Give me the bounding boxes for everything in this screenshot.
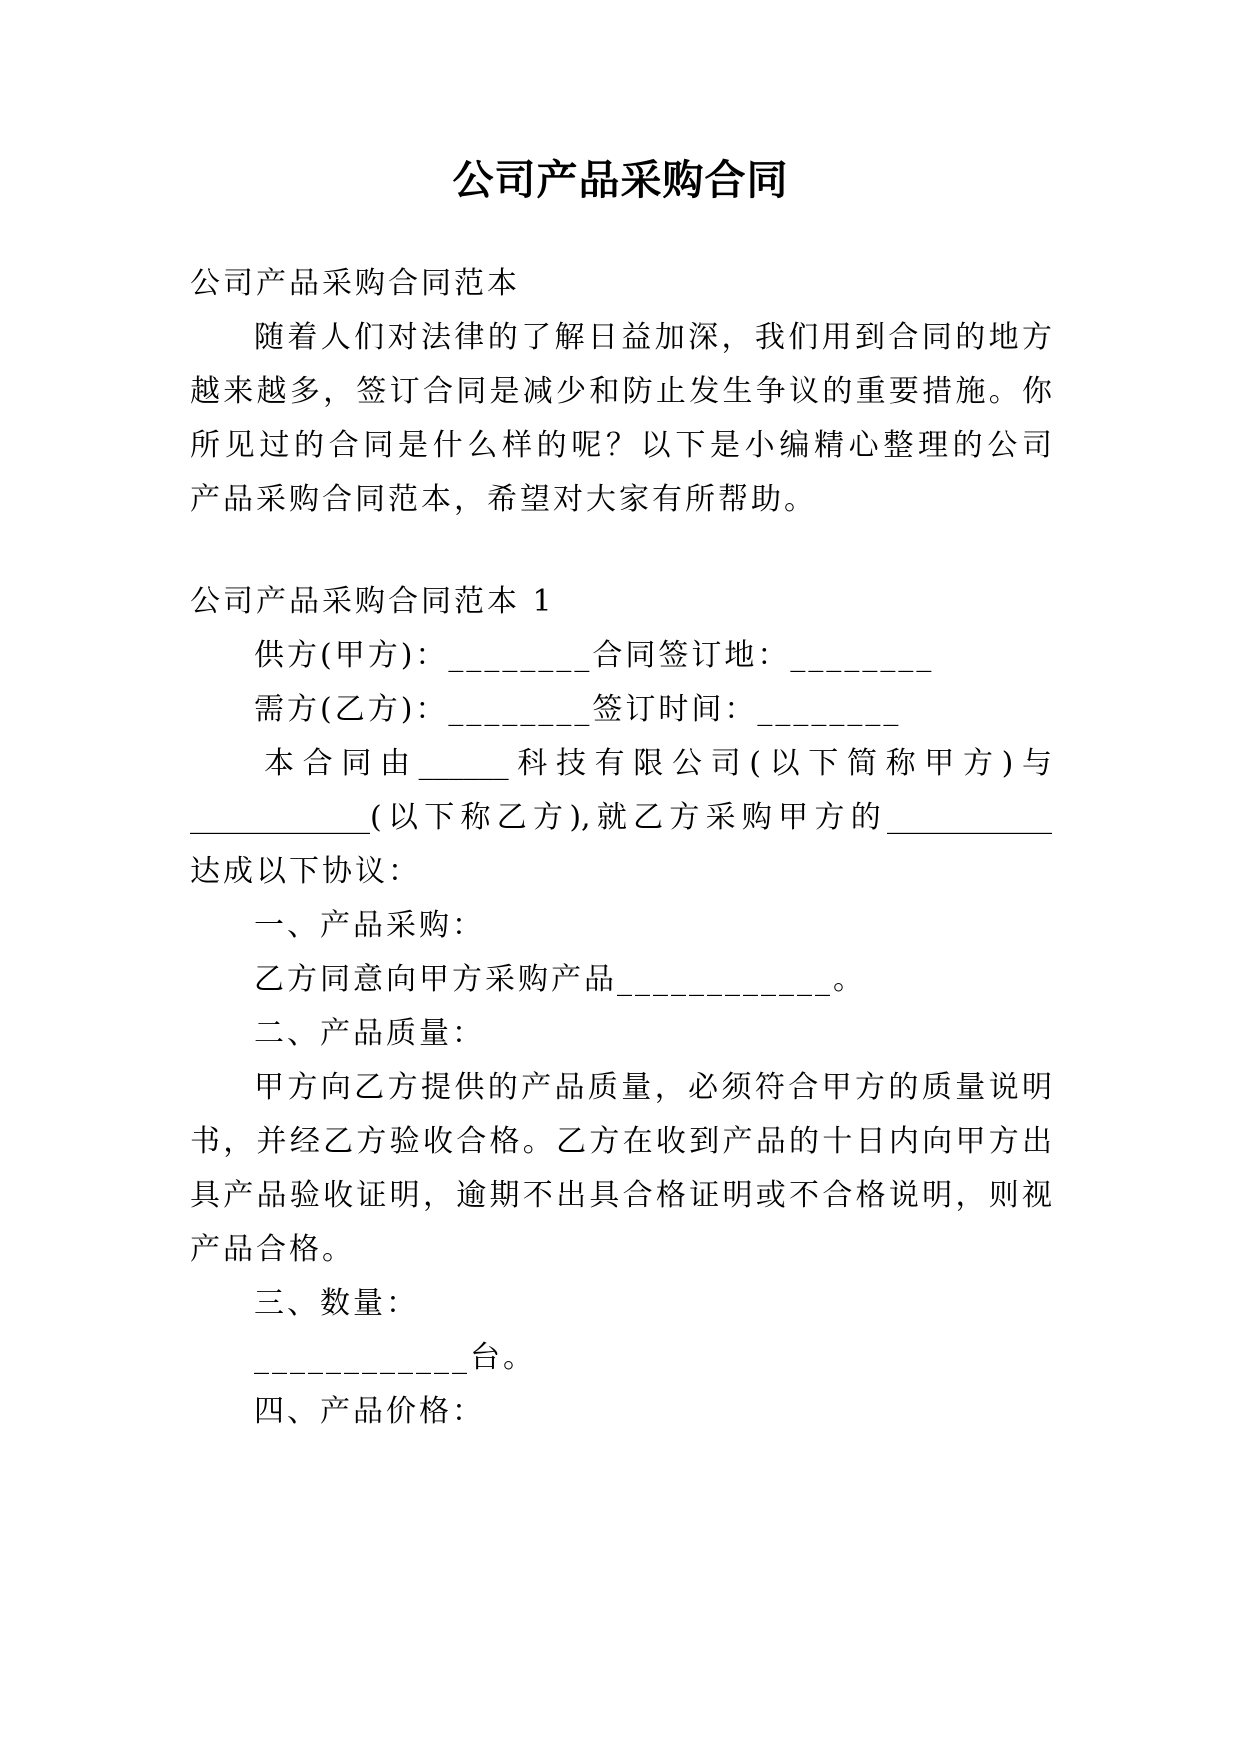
intro-line-3: 所见过的合同是什么样的呢？以下是小编精心整理的公司 — [190, 428, 1052, 463]
clause-3-body: ____________台。 — [254, 1340, 536, 1375]
clause-2-line-2: 书，并经乙方验收合格。乙方在收到产品的十日内向甲方出 — [190, 1124, 1052, 1159]
clause-3-heading: 三、数量： — [254, 1286, 419, 1321]
clause-2-line-3: 具产品验收证明，逾期不出具合格证明或不合格说明，则视 — [190, 1178, 1052, 1213]
clause-1-body: 乙方同意向甲方采购产品____________。 — [254, 962, 866, 997]
clause-4-heading: 四、产品价格： — [254, 1394, 485, 1429]
intro-line-4: 产品采购合同范本，希望对大家有所帮助。 — [190, 482, 817, 517]
agreement-line-2: ____________(以下称乙方),就乙方采购甲方的___________ — [190, 800, 1052, 835]
section-heading: 公司产品采购合同范本 1 — [190, 584, 555, 619]
document-title: 公司产品采购合同 — [452, 156, 789, 204]
agreement-line-3: 达成以下协议： — [190, 854, 421, 889]
intro-line-2: 越来越多，签订合同是减少和防止发生争议的重要措施。你 — [190, 374, 1052, 409]
party-a-line: 供方(甲方)：________合同签订地：________ — [254, 638, 935, 673]
subtitle: 公司产品采购合同范本 — [190, 266, 520, 301]
clause-2-line-1: 甲方向乙方提供的产品质量，必须符合甲方的质量说明 — [254, 1070, 1052, 1105]
clause-2-heading: 二、产品质量： — [254, 1016, 485, 1051]
clause-2-line-4: 产品合格。 — [190, 1232, 355, 1267]
intro-line-1: 随着人们对法律的了解日益加深，我们用到合同的地方 — [254, 320, 1052, 355]
agreement-line-1: 本合同由______科技有限公司(以下简称甲方)与 — [264, 746, 1052, 781]
party-b-line: 需方(乙方)：________签订时间：________ — [254, 692, 902, 727]
clause-1-heading: 一、产品采购： — [254, 908, 485, 943]
